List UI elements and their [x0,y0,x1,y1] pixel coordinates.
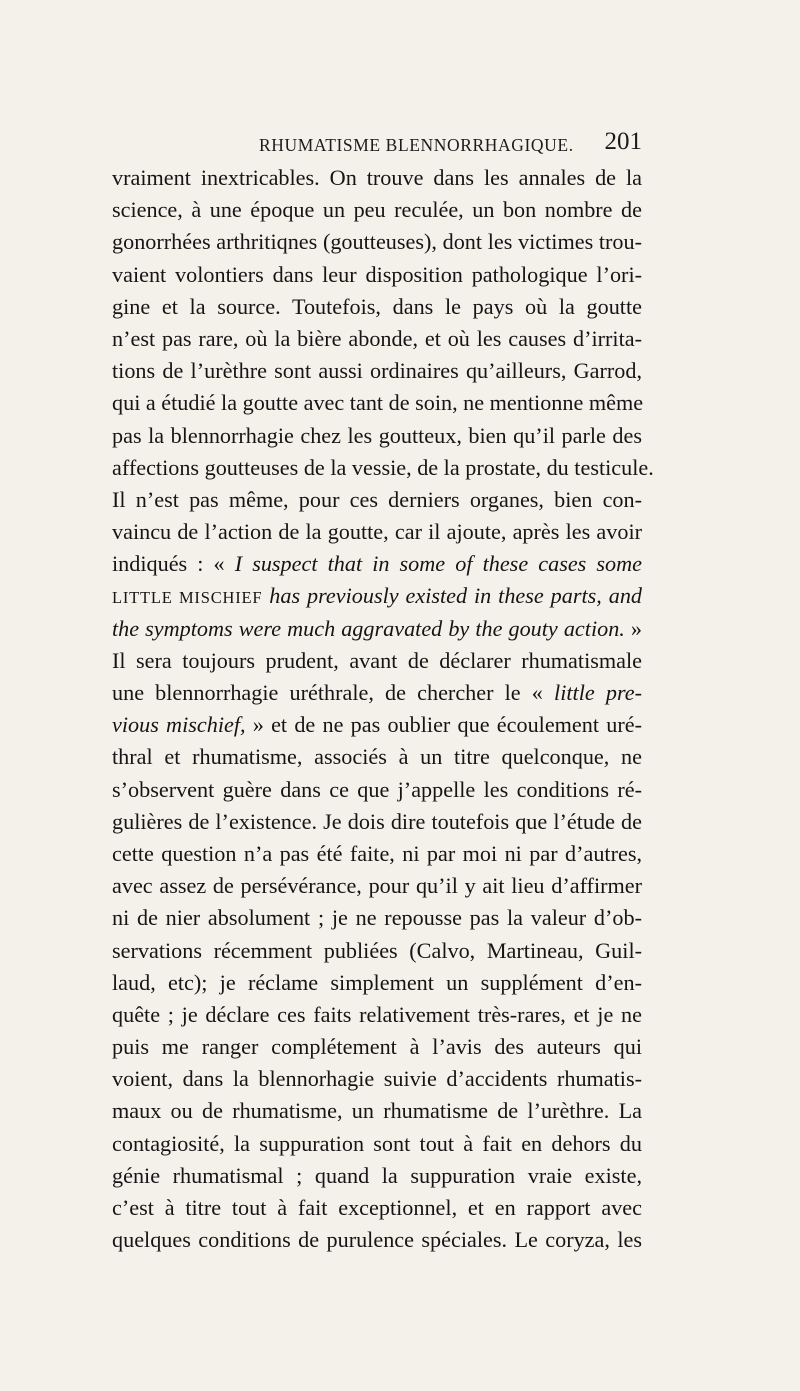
text-line [112,452,654,484]
text-line [112,1128,642,1160]
text-segment: Il n’est pas même, pour ces derniers organes, bien con- [112,486,642,512]
text-segment: s’observent guère dans ce que j’appelle les conditions ré- [112,776,642,802]
text-segment: indiqués : « [112,551,235,577]
text-line [112,1192,642,1224]
text-segment: ni de nier absolument ; je ne repousse pas la valeur d’ob- [112,905,642,931]
text-line [112,194,642,226]
text-segment: vaient volontiers dans leur disposition pathologique l’ori- [112,261,642,287]
text-segment: LITTLE MISCHIEF [112,588,263,608]
text-segment: the symptoms were much aggravated by the gouty action. [112,615,625,641]
text-line [112,838,642,870]
text-segment: little pre- [554,680,643,705]
text-segment: génie rhumatismal ; quand la suppuration vraie existe, [112,1162,642,1188]
text-segment: voient, dans la blennorhagie suivie d’accidents rhumatis- [112,1066,642,1092]
text-line [112,741,642,773]
text-line [112,1031,642,1063]
text-segment: affections goutteuses de la vessie, de la prostate, du testicule. [112,454,654,480]
text-segment: une blennorrhagie uréthrale, de chercher le « [112,680,555,705]
text-line [112,162,642,194]
text-segment: puis me ranger complétement à l’avis des auteurs qui [112,1034,642,1060]
text-segment: » et de ne pas oublier que écoulement uré- [245,712,642,738]
text-line [112,1063,642,1095]
text-line [112,613,642,645]
text-line [112,709,642,741]
text-line [112,516,642,548]
text-line [112,1224,642,1256]
text-line [112,484,642,516]
text-segment: gonorrhées arthritiqnes (goutteuses), dont les victimes trou- [112,229,642,255]
text-segment: contagiosité, la suppuration sont tout à fait en dehors du [112,1130,642,1156]
text-line [112,355,642,387]
text-segment: thral et rhumatisme, associés à un titre quelconque, ne [112,744,642,770]
text-line [112,1095,642,1127]
text-segment: qui a étudié la goutte avec tant de soin, ne mentionne même [112,390,644,416]
text-line [112,645,642,677]
text-segment: Il sera toujours prudent, avant de déclarer rhumatismale [112,647,642,673]
text-segment: gine et la source. Toutefois, dans le pays où la goutte [112,293,642,319]
text-line [112,580,642,612]
text-segment: pas la blennorrhagie chez les goutteux, bien qu’il parle des [112,422,642,448]
text-segment: » [624,615,643,641]
text-line [112,999,642,1031]
text-segment: vraiment inextricables. On trouve dans les annales de la [112,165,642,190]
text-line [112,806,642,838]
text-segment: servations récemment publiées (Calvo, Martineau, Guil- [112,937,642,963]
text-segment: maux ou de rhumatisme, un rhumatisme de l’urèthre. La [112,1098,642,1124]
text-line [112,774,642,806]
text-segment: quête ; je déclare ces faits relativement très-rares, et je ne [112,1001,642,1027]
text-line [112,291,642,323]
page-header [112,128,642,164]
text-line [112,677,642,709]
body-text [112,162,654,1256]
text-segment: tions de l’urèthre sont aussi ordinaires qu’ailleurs, Garrod, [112,358,642,384]
text-segment: has previously existed in these parts, and [269,583,643,609]
text-segment: c’est à titre tout à fait exceptionnel, et en rapport avec [112,1195,642,1220]
text-segment: vaincu de l’action de la goutte, car il ajoute, après les avoir [112,519,642,545]
text-line [112,226,642,258]
text-line [112,870,642,902]
text-line [112,259,642,291]
running-head: RHUMATISME BLENNORRHAGIQUE. [259,135,574,155]
text-segment: quelques conditions de purulence spéciales. Le coryza, les [112,1227,642,1253]
text-segment: science, à une époque un peu reculée, un bon nombre de [112,197,642,223]
text-line [112,1160,642,1192]
text-line [112,902,642,934]
text-line [112,967,642,999]
text-line [112,935,642,967]
text-segment: cette question n’a pas été faite, ni par moi ni par d’autres, [112,840,642,866]
text-line [112,548,642,580]
text-line [112,420,642,452]
page-number: 201 [604,128,642,155]
text-segment: vious mischief, [112,712,246,738]
text-segment: avec assez de persévérance, pour qu’il y ait lieu d’affirmer [112,873,642,899]
text-segment: gulières de l’existence. Je dois dire toutefois que l’étude de [112,808,642,834]
text-segment: I suspect that in some of these cases some [234,551,642,577]
text-line [112,387,642,419]
text-segment: n’est pas rare, où la bière abonde, et où les causes d’irrita- [112,325,642,351]
text-segment: laud, etc); je réclame simplement un supplément d’en- [112,969,642,995]
text-line [112,323,642,355]
